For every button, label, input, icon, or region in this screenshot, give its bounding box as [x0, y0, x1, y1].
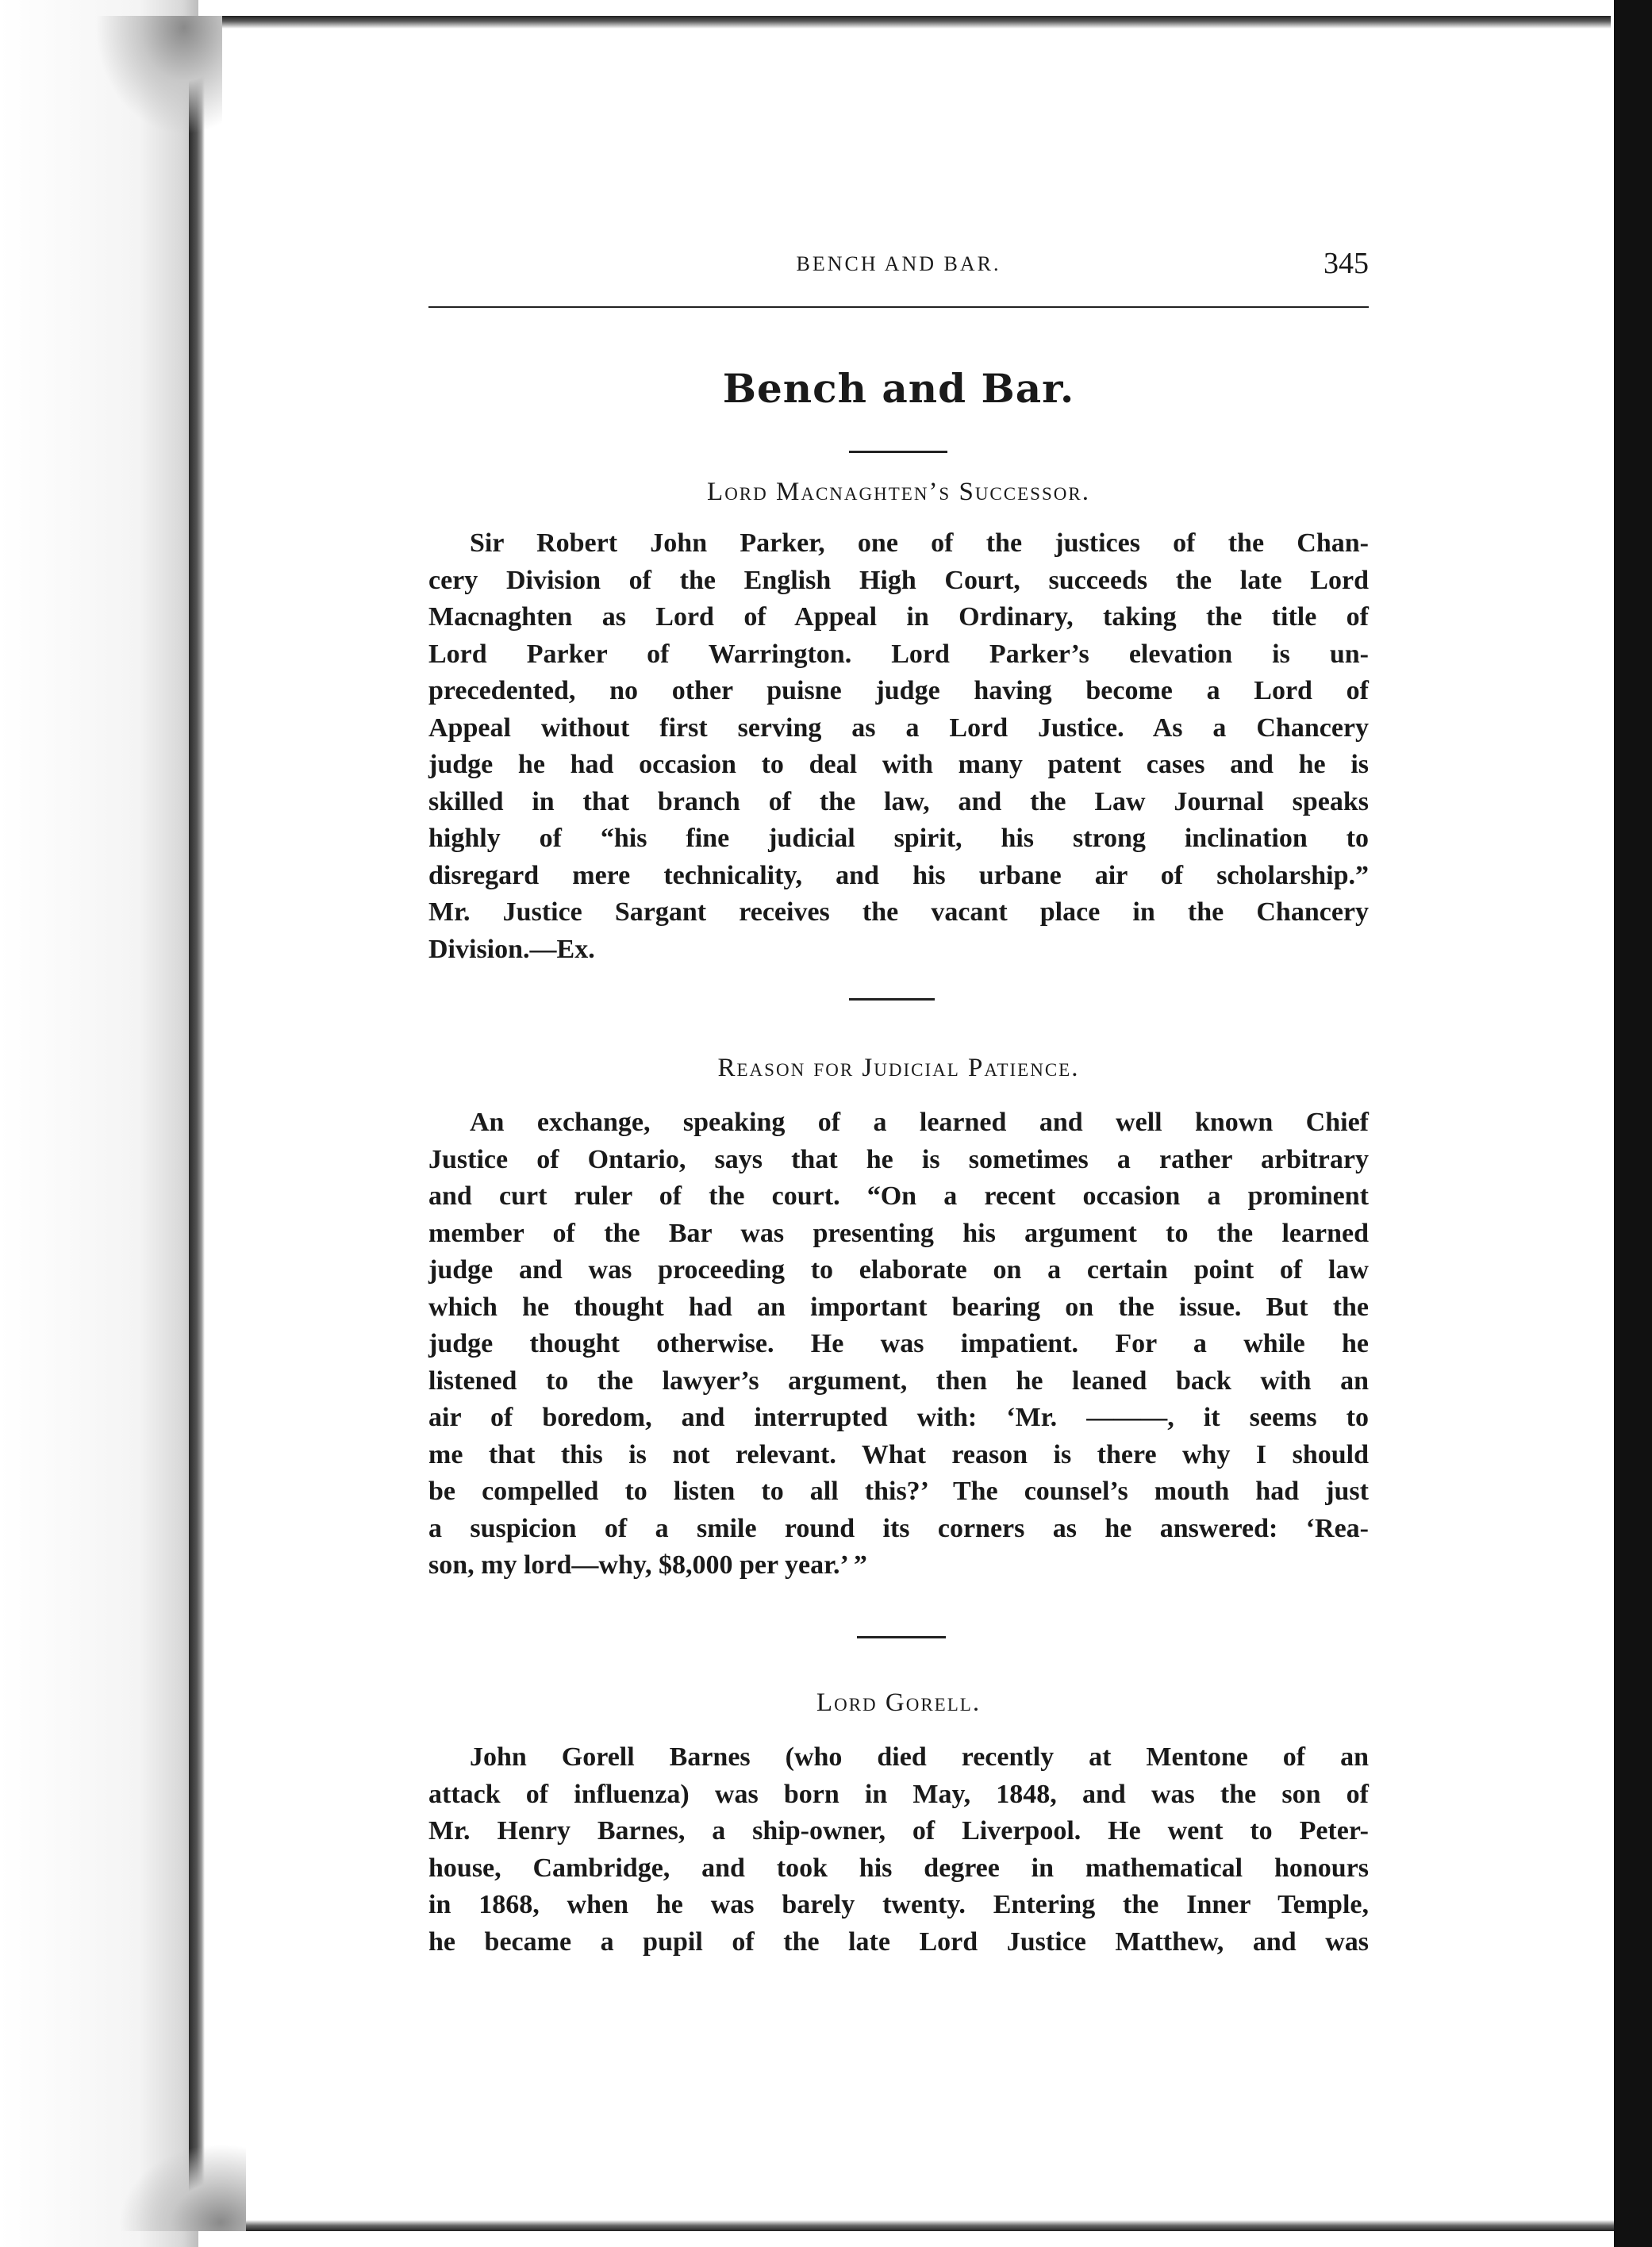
- text-line: cery Division of the English High Court, succeeds the late Lord: [428, 565, 1369, 595]
- page-number: 345: [1324, 247, 1369, 280]
- text-line: precedented, no other puisne judge having become a Lord of: [428, 676, 1369, 705]
- binding-shadow: [0, 0, 198, 2247]
- text-line: a suspicion of a smile round its corners as he answered: ‘Rea-: [428, 1513, 1369, 1543]
- page-right-edge: [1614, 0, 1652, 2247]
- text-line: Justice of Ontario, says that he is sometimes a rather arbitrary: [428, 1144, 1369, 1174]
- main-heading: Bench and Bar.: [722, 365, 1075, 412]
- text-line: Division.—Ex.: [428, 934, 595, 964]
- page-top-edge: [198, 16, 1611, 29]
- running-title: BENCH AND BAR.: [796, 252, 1001, 275]
- text-line: Lord Parker of Warrington. Lord Parker’s elevation is un-: [428, 639, 1369, 669]
- text-line: judge he had occasion to deal with many patent cases and he is: [428, 750, 1369, 779]
- text-line: be compelled to listen to all this?’ The counsel’s mouth had just: [428, 1477, 1369, 1506]
- text-line: son, my lord—why, $8,000 per year.’ ”: [428, 1550, 867, 1580]
- text-line: skilled in that branch of the law, and the Law Journal speaks: [428, 786, 1369, 816]
- scan-smudge-top: [95, 16, 222, 135]
- text-line: house, Cambridge, and took his degree in mathematical honours: [428, 1853, 1369, 1883]
- scan-smudge-bottom: [119, 2144, 246, 2231]
- text-line: Macnaghten as Lord of Appeal in Ordinary, taking the title of: [428, 602, 1369, 632]
- text-line: he became a pupil of the late Lord Justice Matthew, and was: [428, 1926, 1369, 1957]
- text-line: Appeal without first serving as a Lord Justice. As a Chancery: [428, 713, 1369, 743]
- text-line: judge thought otherwise. He was impatient. For a while he: [428, 1329, 1369, 1358]
- page-bottom-edge: [198, 2220, 1619, 2231]
- binding-edge: [189, 32, 205, 2222]
- section-3-paragraph: [428, 1739, 1369, 1961]
- text-line: Mr. Henry Barnes, a ship-owner, of Liverpool. He went to Peter-: [428, 1816, 1369, 1846]
- heading-rule: [849, 451, 947, 453]
- text-line: Mr. Justice Sargant receives the vacant place in the Chancery: [428, 897, 1369, 927]
- text-line: An exchange, speaking of a learned and well known Chief: [470, 1108, 1369, 1137]
- running-head-rule: [428, 306, 1369, 308]
- text-line: judge and was proceeding to elaborate on a certain point of law: [428, 1255, 1369, 1285]
- text-line: Sir Robert John Parker, one of the justices of the Chan-: [470, 528, 1369, 558]
- text-line: me that this is not relevant. What reason is there why I should: [428, 1439, 1369, 1469]
- text-line: highly of “his fine judicial spirit, his strong inclination to: [428, 824, 1369, 853]
- section-heading-1: Lord Macnaghten’s Successor.: [707, 478, 1090, 506]
- text-line: listened to the lawyer’s argument, then he leaned back with an: [428, 1365, 1369, 1396]
- text-line: air of boredom, and interrupted with: ‘Mr. ———, it seems to: [428, 1403, 1369, 1432]
- text-line: disregard mere technicality, and his urbane air of scholarship.”: [428, 860, 1369, 890]
- text-line: in 1868, when he was barely twenty. Entering the Inner Temple,: [428, 1890, 1369, 1919]
- section-2-paragraph: [428, 1104, 1369, 1584]
- section-heading-2: Reason for Judicial Patience.: [717, 1054, 1080, 1082]
- section-divider-1: [849, 998, 935, 1001]
- section-1-paragraph: [428, 525, 1369, 968]
- text-line: attack of influenza) was born in May, 1848, and was the son of: [428, 1779, 1369, 1809]
- text-line: John Gorell Barnes (who died recently at Mentone of an: [470, 1742, 1369, 1772]
- text-line: which he thought had an important bearing on the issue. But the: [428, 1292, 1369, 1322]
- text-line: member of the Bar was presenting his argument to the learned: [428, 1218, 1369, 1248]
- section-divider-2: [857, 1636, 946, 1638]
- section-heading-3: Lord Gorell.: [816, 1688, 982, 1717]
- running-head: [428, 247, 1369, 300]
- text-line: and curt ruler of the court. “On a recent occasion a prominent: [428, 1181, 1369, 1211]
